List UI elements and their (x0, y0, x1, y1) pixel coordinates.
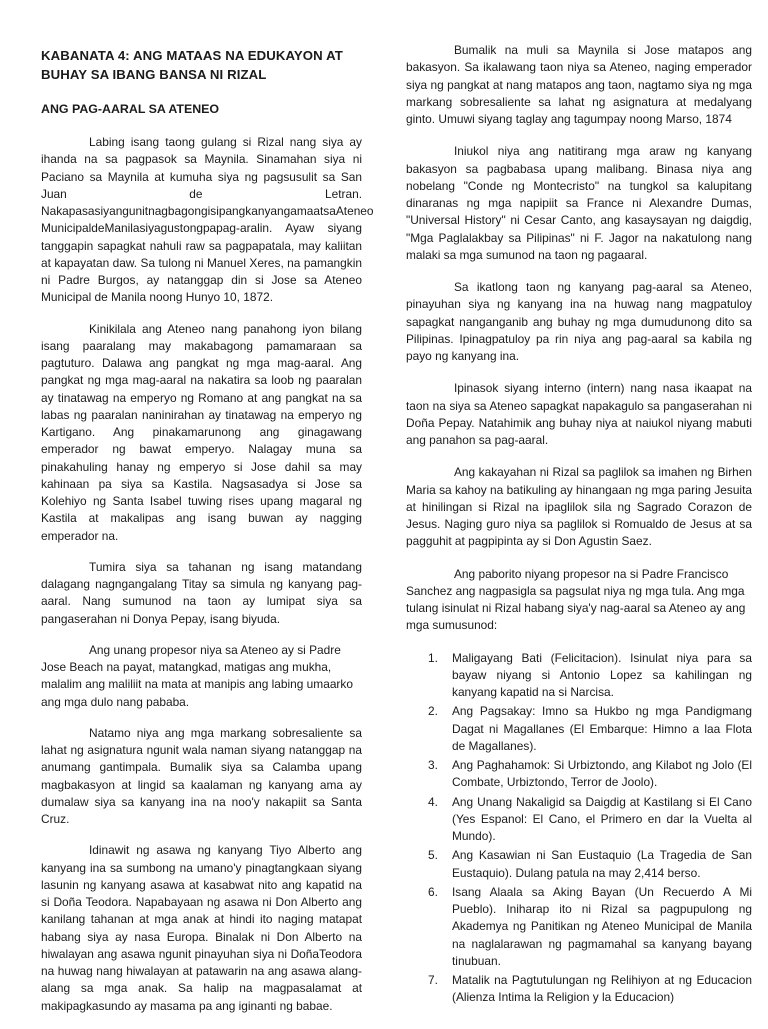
list-item (406, 757, 752, 792)
paragraph: Ipinasok siyang interno (intern) nang nasa ikaapat na taon na siya sa Ateneo sapagkat napakagulo sa pangaserahan ni Doña Pepay. Natahimik ang buhay niya at naiukol niyang mabuti ang panahon sa pag-aaral. (406, 381, 752, 447)
list-number: 3. (428, 758, 438, 772)
list-text: Ang Kasawian ni San Eustaquio (La Tragedia de San Eustaquio). Dulang patula na may 2,414 berso. (452, 848, 752, 880)
list-item (406, 794, 752, 846)
section-heading: ANG PAG-AARAL SA ATENEO (41, 102, 220, 116)
works-list (406, 650, 752, 1007)
paragraph: Bumalik na muli sa Maynila si Jose matapos ang bakasyon. Sa ikalawang taon niya sa Ateneo, naging emperador siya ng pangkat at nang matapos ang taon, nagtamo siya ng mga markang sobresaliente sa lahat ng asignatura at medalyang ginto. Umuwi siyang taglay ang tagumpay noong Marso, 1874 (406, 43, 752, 126)
paragraph: Ang unang propesor niya sa Ateneo ay si Padre Jose Beach na payat, matangkad, matigas ang mukha, malalim ang maliliit na mata at manipis ang labing umaarko ang mga dulo nang pababa. (41, 642, 353, 709)
paragraph: Idinawit ng asawa ng kanyang Tiyo Alberto ang kanyang ina sa sumbong na umano'y pinagtangkaan siyang lasunin ng kanyang asawa at kasabwat nito ang kapatid na si Doña Teodora. Napabayaan ng asawa ni Don Alberto ang kanilang tahanan at mga anak at hindi ito naging matapat habang siya ay nasa Europa. Binalak ni Don Alberto na hiwalayan ang asawa ngunit pinayuhan siya ni DoñaTeodora na huwag nang hiwalayan at patawarin na ang asawa alang-alang sa mga anak. Sa halip na magpasalamat at makipagkasundo ay masama pa ang iginanti ng babae. (41, 843, 362, 1013)
paragraph: Kinikilala ang Ateneo nang panahong iyon bilang isang paaralang may makabagong pamamaraan sa pagtuturo. Dalawa ang pangkat ng mga mag-aaral. Ang pangkat ng mga mag-aaral na nakatira sa loob ng paaralan ay tinatawag na emperyo ng Romano at ang pangkat na sa labas ng paaralan naninirahan ay tinatawag na emperyo ng Kartigano. Ang pinakamarunong ang ginagawang emperador ng bawat emperyo. Nalagay muna sa pinakahuling hanay ng emperyo si Jose dahil sa may kahinaan pa siya sa Kastila. Nagsasadya si Jose sa Kolehiyo ng Santa Isabel tuwing rises upang magaral ng Kastila at makalipas ang isang buwan ay nagging emperador na. (41, 321, 362, 543)
list-item (406, 884, 752, 970)
list-number: 4. (428, 794, 438, 809)
paragraph: Ang kakayahan ni Rizal sa paglilok sa imahen ng Birhen Maria sa kahoy na batikuling ay hinangaan ng mga paring Jesuita at hinilingan si Rizal na ipaglilok sila ng Sagrado Corazon de Jesus. Naging guro niya sa paglilok si Romualdo de Jesus at sa pagguhit at pagpipinta ay si Don Agustin Saez. (406, 465, 752, 549)
list-text: Ang Unang Nakaligid sa Daigdig at Kastilang si El Cano (Yes Espanol: El Cano, el Primero en dar la Vuelta al Mundo). (452, 794, 752, 843)
paragraph: Natamo niya ang mga markang sobresaliente sa lahat ng asignatura ngunit wala naman siyang natanggap na anumang gantimpala. Bumalik siya sa Calamba upang magbakasyon at lingid sa kaalaman ng kanyang ama ay dumalaw siya sa kanyang ina na noo'y nakapiit sa Santa Cruz. (41, 725, 362, 826)
right-column (406, 42, 752, 1009)
list-text: Matalik na Pagtutulungan ng Relihiyon at ng Educacion (Alienza Intima la Religion y la Educacion) (452, 973, 752, 1005)
list-number: 6. (428, 884, 438, 899)
paragraph: Ang paborito niyang propesor na si Padre Francisco Sanchez ang nagpasigla sa pagsulat niya ng mga tula. Ang mga tulang isinulat ni Rizal habang siya'y nag-aaral sa Ateneo ay ang mga sumusunod: (406, 566, 746, 633)
list-number: 7. (428, 973, 438, 987)
list-text: Maligayang Bati (Felicitacion). Isinulat niya para sa bayaw niyang si Antonio Lopez sa kahilingan ng kanyang kapatid na si Narcisa. (452, 650, 752, 699)
list-number: 1. (428, 650, 438, 665)
paragraph: Labing isang taong gulang si Rizal nang siya ay ihanda na sa pagpasok sa Maynila. Sinamahan siya ni Paciano sa Maynila at kumuha siya ng pagsusulit sa San Juan de Letran. NakapasasiyangunitnagbagongisipangkanyangamaatsaAteneo MunicipaldeManilasiyagustongpapag-aralin. Ayaw siyang tanggapin sapagkat nahuli raw sa pagpapatala, may kaliitan at kapayatan daw. Sa tulong ni Manuel Xeres, na pamangkin ni Padre Burgos, ay natanggap din si Jose sa Ateneo Municipal de Manila noong Hunyo 10, 1872. (41, 135, 374, 305)
list-item (406, 847, 752, 882)
paragraph: Tumira siya sa tahanan ng isang matandang dalagang nagngangalang Titay sa simula ng kanyang pag-aaral. Nang sumunod na taon ay lumipat siya sa pangaserahan ni Donya Pepay, isang biyuda. (41, 559, 362, 626)
list-item (406, 650, 752, 702)
left-column (41, 42, 374, 1029)
list-text: Ang Paghahamok: Si Urbiztondo, ang Kilabot ng Jolo (El Combate, Urbiztondo, Terror de Joolo). (452, 758, 752, 790)
list-text: Ang Pagsakay: Imno sa Hukbo ng mga Pandigmang Dagat ni Magallanes (El Embarque: Himno a laa Flota de Magallanes). (452, 704, 752, 753)
list-number: 5. (428, 848, 438, 863)
list-item (406, 972, 752, 1007)
paragraph: Sa ikatlong taon ng kanyang pag-aaral sa Ateneo, pinayuhan siya ng kanyang ina na huwag nang magpatuloy sapagkat nanganganib ang buhay ng mga dumudunong dito sa Pilipinas. Ipinagpatuloy pa rin niya ang pag-aaral sa kabila ng payo ng kanyang ina. (406, 280, 752, 363)
list-number: 2. (428, 704, 438, 719)
chapter-title: KABANATA 4: ANG MATAAS NA EDUKAYON AT BUHAY SA IBANG BANSA NI RIZAL (41, 48, 343, 82)
paragraph: Iniukol niya ang natitirang mga araw ng kanyang bakasyon sa pagbabasa upang malibang. Binasa niya ang nobelang "Conde ng Montecristo" na tungkol sa kalupitang dinaranas ng mga napipiit sa France ni Alexandre Dumas, "Universal History" ni Cesar Canto, ang kasaysayan ng daigdig, "Mga Paglalakbay sa Pilipinas" ni F. Jagor na nakatulong nang malaki sa mga sumunod na taon ng pagaaral. (406, 144, 752, 262)
left-body (41, 134, 374, 1015)
list-item (406, 703, 752, 755)
list-text: Isang Alaala sa Aking Bayan (Un Recuerdo A Mi Pueblo). Iniharap ito ni Rizal sa pagpupulong ng Akademya ng Panitikan ng Ateneo Municipal de Manila na naglalarawan ng pagmamahal sa kanyang bayang tinubuan. (452, 884, 752, 968)
